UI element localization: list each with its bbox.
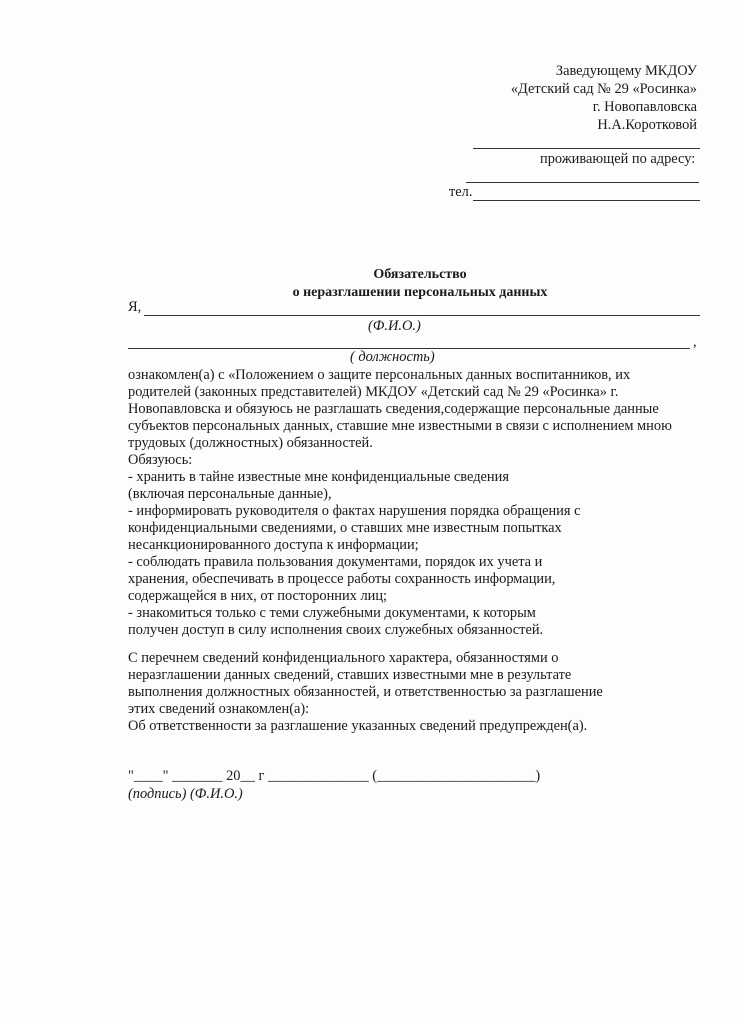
list-item: несанкционированного доступа к информации; [128,537,419,553]
addressee-line-2: «Детский сад № 29 «Росинка» [510,81,697,97]
list-item: хранения, обеспечивать в процессе работы сохранность информации, [128,571,556,587]
fio-blank-line[interactable] [144,315,700,316]
list-item: конфиденциальными сведениями, о ставших мне известным попытках [128,520,562,536]
body-line: трудовых (должностных) обязанностей. [128,435,373,451]
fio-caption: (Ф.И.О.) [368,318,421,334]
signature-caption: (подпись) (Ф.И.О.) [128,786,243,802]
body-line: неразглашении данных сведений, ставших известными мне в результате [128,667,572,683]
list-item: получен доступ в силу исполнения своих служебных обязанностей. [128,622,544,638]
body-line: выполнения должностных обязанностей, и ответственностью за разглашение [128,684,603,700]
signature-date-line[interactable]: "____" _______ 20__ г ______________ (______________________) [128,768,541,784]
list-item: содержащейся в них, от посторонних лиц; [128,588,388,604]
list-item: - хранить в тайне известные мне конфиденциальные сведения [128,469,509,485]
body-line: С перечнем сведений конфиденциального характера, обязанностями о [128,650,559,666]
address-blank-line-2[interactable] [466,182,699,183]
body-line: этих сведений ознакомлен(а): [128,701,310,717]
addressee-line-1: Заведующему МКДОУ [555,63,697,79]
list-item: - знакомиться только с теми служебными документами, к которым [128,605,536,621]
position-comma: , [693,334,697,350]
body-line: субъектов персональных данных, ставшие мне известными в связи с исполнением мною [128,418,672,434]
body-line: Новопавловска и обязуюсь не разглашать сведения,содержащие персональные данные [128,401,659,417]
phone-label: тел. [449,184,473,200]
addressee-line-4: Н.А.Коротковой [597,117,697,133]
fio-prefix: Я, [128,299,142,315]
position-caption: ( должность) [350,349,435,365]
document-title: Обязательство [373,267,467,282]
document-subtitle: о неразглашении персональных данных [292,285,548,300]
body-line: родителей (законных представителей) МКДОУ «Детский сад № 29 «Росинка» г. [128,384,619,400]
address-blank-line-1[interactable] [473,148,700,149]
list-item: (включая персональные данные), [128,486,332,502]
list-item: - соблюдать правила пользования документами, порядок их учета и [128,554,543,570]
phone-blank-line[interactable] [473,200,700,201]
body-line: ознакомлен(а) с «Положением о защите персональных данных воспитанников, их [128,367,631,383]
obligations-heading: Обязуюсь: [128,452,193,468]
list-item: - информировать руководителя о фактах нарушения порядка обращения с [128,503,581,519]
addressee-line-3: г. Новопавловска [592,99,697,115]
address-label: проживающей по адресу: [540,151,696,167]
body-line: Об ответственности за разглашение указанных сведений предупрежден(а). [128,718,588,734]
